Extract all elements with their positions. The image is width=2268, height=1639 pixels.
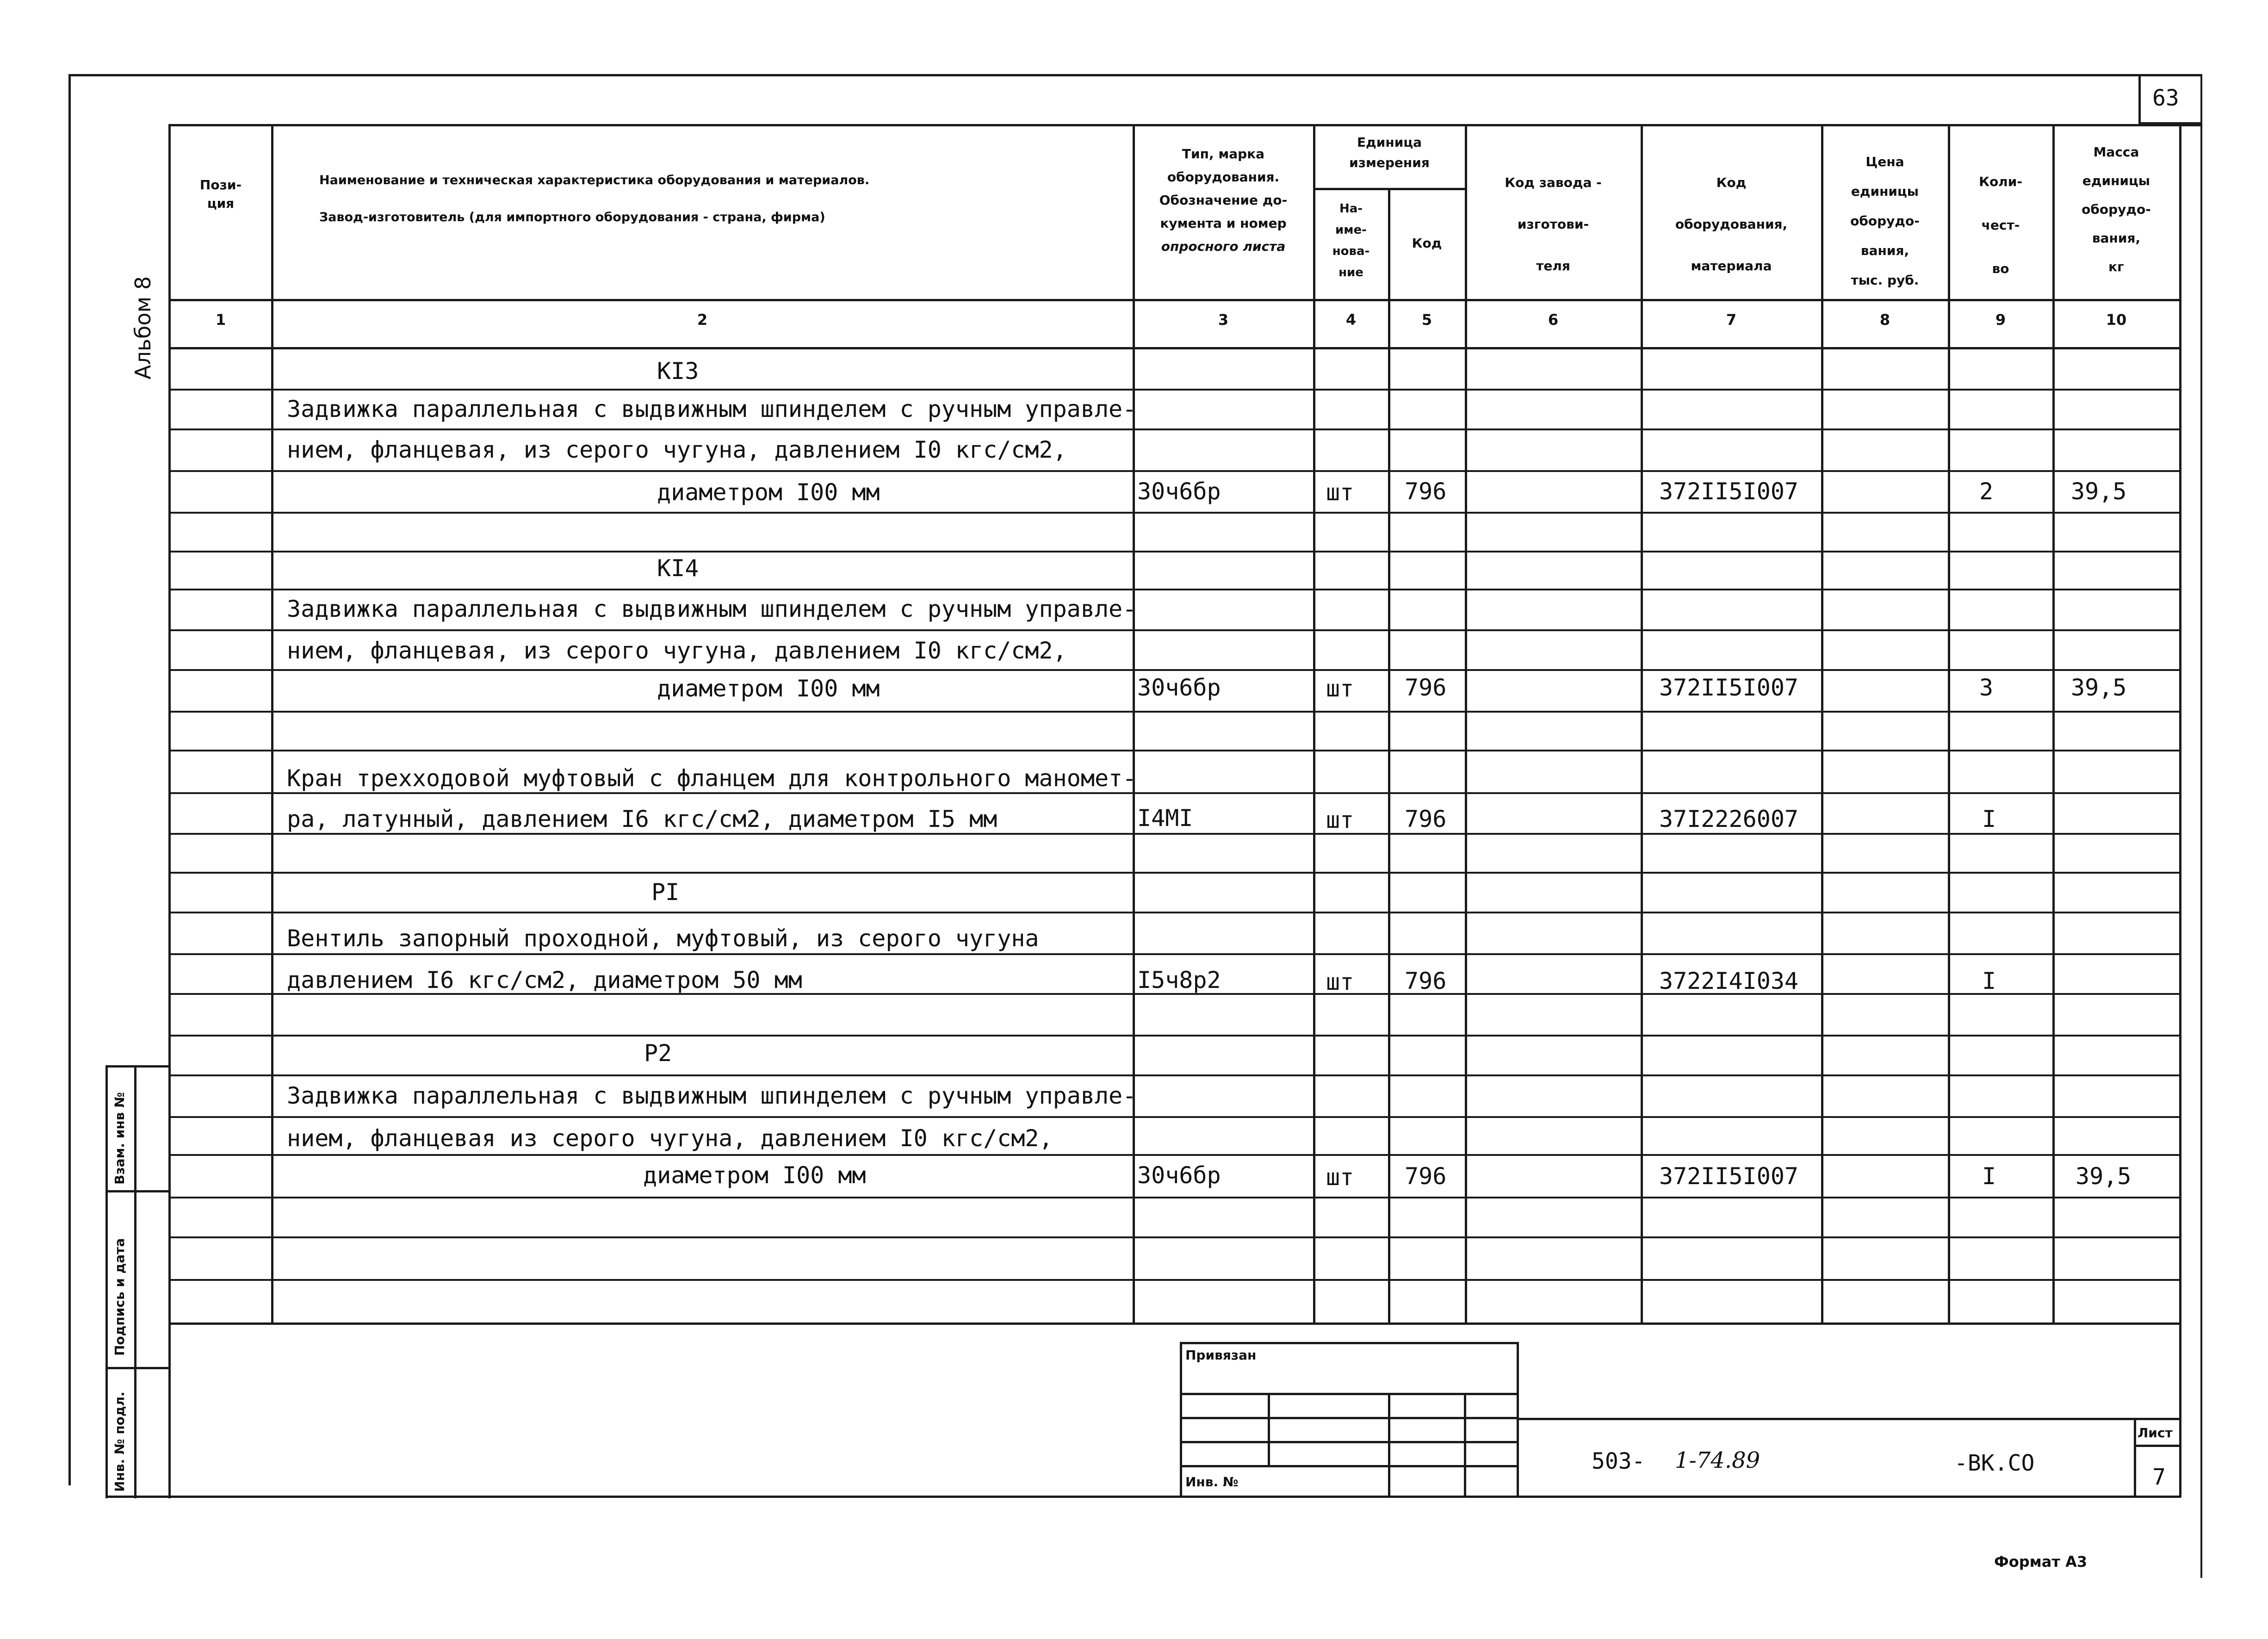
side-stamp-left bbox=[105, 1065, 108, 1498]
item3-unit: шт bbox=[1326, 807, 1354, 833]
row-separator bbox=[168, 912, 2181, 913]
side-stamp-div2 bbox=[105, 1367, 170, 1369]
item1-code: 372II5I007 bbox=[1659, 478, 1799, 505]
sheet-box-left bbox=[2134, 1418, 2136, 1497]
frame-right-line bbox=[2200, 74, 2202, 1578]
item2-name-line3: диаметром I00 мм bbox=[657, 675, 880, 702]
title-block-bottom bbox=[168, 1496, 2181, 1498]
row-separator bbox=[168, 872, 2181, 874]
header-col9: Коли- чест- во bbox=[1979, 174, 2022, 276]
item1-unit: шт bbox=[1326, 479, 1354, 506]
side-stamp-mid bbox=[134, 1065, 136, 1498]
page-number-box-left bbox=[2138, 74, 2141, 125]
page-number: 63 bbox=[2152, 85, 2179, 111]
header-col2: Наименование и техническая характеристика оборудования и материалов. Завод-изготовитель (для импортного оборудования - страна, фирма) bbox=[319, 173, 870, 224]
col-line-8 bbox=[1948, 124, 1950, 1324]
sheet-number: 7 bbox=[2152, 1464, 2166, 1490]
privyazan-line4 bbox=[1180, 1465, 1518, 1467]
item1-mass: 39,5 bbox=[2071, 478, 2127, 505]
privyazan-line3 bbox=[1180, 1441, 1518, 1443]
header-col7: Код оборудования, материала bbox=[1675, 175, 1788, 273]
privyazan-label: Привязан bbox=[1185, 1347, 1257, 1363]
item3-name-line1: Кран трехходовой муфтовый с фланцем для контрольного маномет- bbox=[287, 765, 1137, 792]
section-title-k13: КI3 bbox=[657, 358, 699, 385]
row-separator bbox=[168, 551, 2181, 553]
side-stamp-top bbox=[105, 1065, 170, 1068]
section-title-p2: Р2 bbox=[644, 1040, 672, 1067]
colnum-1: 1 bbox=[215, 311, 226, 329]
section-title-p1: РI bbox=[651, 879, 680, 906]
row-separator bbox=[168, 428, 2181, 430]
header-col3: Тип, марка оборудования. Обозначение до- кумента и номер опросного листа bbox=[1159, 146, 1288, 254]
side-stamp-podpis: Подпись и дата bbox=[112, 1238, 127, 1356]
item1-name-line1: Задвижка параллельная с выдвижным шпинделем с ручным управле- bbox=[287, 396, 1137, 422]
item2-unit-code: 796 bbox=[1405, 674, 1447, 701]
item2-mass: 39,5 bbox=[2071, 674, 2127, 701]
unit-group-subline bbox=[1313, 188, 1465, 190]
item1-name-line2: нием, фланцевая, из серого чугуна, давлением I0 кгс/см2, bbox=[287, 436, 1067, 463]
item5-code: 372II5I007 bbox=[1659, 1163, 1799, 1190]
item3-code: 37I2226007 bbox=[1659, 806, 1799, 832]
table-top-line bbox=[168, 124, 2202, 126]
row-separator bbox=[168, 669, 2181, 671]
sheet-box-mid bbox=[2134, 1445, 2181, 1447]
privyazan-left bbox=[1180, 1342, 1182, 1497]
item4-name-line2: давлением I6 кгс/см2, диаметром 50 мм bbox=[287, 967, 802, 993]
doc-code-hand: 1-74.89 bbox=[1675, 1447, 1760, 1473]
item5-name-line3: диаметром I00 мм bbox=[643, 1162, 866, 1189]
doc-code-prefix: 503- bbox=[1592, 1448, 1645, 1474]
privyazan-top bbox=[1180, 1342, 1518, 1344]
col-line-7 bbox=[1821, 124, 1823, 1324]
item4-name-line1: Вентиль запорный проходной, муфтовый, из серого чугуна bbox=[287, 925, 1039, 952]
item3-type: I4МI bbox=[1137, 805, 1193, 832]
item5-mass: 39,5 bbox=[2076, 1163, 2132, 1190]
col-line-1 bbox=[271, 124, 273, 1324]
item2-name-line2: нием, фланцевая, из серого чугуна, давлением I0 кгс/см2, bbox=[287, 637, 1067, 664]
colnum-3: 3 bbox=[1218, 311, 1229, 329]
header-col10: Масса единицы оборудо- вания, кг bbox=[2082, 144, 2151, 274]
album-label: Альбом 8 bbox=[130, 276, 155, 379]
row-separator bbox=[168, 1116, 2181, 1118]
row-separator bbox=[168, 1154, 2181, 1156]
privyazan-v2 bbox=[1388, 1393, 1390, 1497]
row-separator bbox=[168, 629, 2181, 631]
col-line-3 bbox=[1313, 124, 1315, 1324]
doc-code-suffix: -ВК.СО bbox=[1954, 1450, 2035, 1476]
item1-name-line3: диаметром I00 мм bbox=[657, 479, 880, 506]
colnum-7: 7 bbox=[1726, 311, 1737, 329]
item4-code: 3722I4I034 bbox=[1659, 968, 1799, 994]
row-separator bbox=[168, 1197, 2181, 1198]
col-line-2 bbox=[1133, 124, 1135, 1324]
colnum-4: 4 bbox=[1345, 311, 1357, 329]
colnum-10: 10 bbox=[2106, 311, 2127, 329]
item4-unit: шт bbox=[1326, 968, 1354, 995]
row-separator bbox=[168, 470, 2181, 472]
col-line-5 bbox=[1465, 124, 1467, 1324]
item1-unit-code: 796 bbox=[1405, 478, 1447, 505]
col-line-9 bbox=[2052, 124, 2055, 1324]
row-separator bbox=[168, 1279, 2181, 1281]
frame-top-line bbox=[68, 74, 2202, 76]
header-col1: Пози- ция bbox=[199, 177, 242, 211]
colnum-2: 2 bbox=[697, 311, 708, 329]
row-separator bbox=[168, 589, 2181, 590]
header-bottom-line bbox=[168, 299, 2181, 301]
row-separator bbox=[168, 389, 2181, 391]
item5-unit-code: 796 bbox=[1405, 1163, 1447, 1190]
item5-qty: I bbox=[1982, 1163, 1996, 1190]
col-line-6 bbox=[1641, 124, 1643, 1324]
item4-unit-code: 796 bbox=[1405, 968, 1447, 994]
item2-name-line1: Задвижка параллельная с выдвижным шпинделем с ручным управле- bbox=[287, 596, 1137, 622]
privyazan-v1 bbox=[1268, 1393, 1270, 1467]
row-separator bbox=[168, 1236, 2181, 1238]
item2-unit: шт bbox=[1326, 675, 1354, 702]
item1-type: 30ч6бр bbox=[1137, 478, 1221, 505]
side-stamp-div1 bbox=[105, 1190, 170, 1192]
privyazan-line2 bbox=[1180, 1417, 1518, 1419]
stamp-inv-no-label: Инв. № bbox=[1185, 1474, 1239, 1490]
sheet-label: Лист bbox=[2138, 1425, 2173, 1440]
side-stamp-bottom bbox=[105, 1496, 170, 1498]
item5-unit: шт bbox=[1326, 1164, 1354, 1191]
privyazan-v3 bbox=[1464, 1393, 1466, 1497]
header-unit-group: Единица измерения bbox=[1349, 135, 1430, 170]
section-title-k14: КI4 bbox=[657, 555, 699, 582]
row-separator bbox=[168, 711, 2181, 713]
colnum-8: 8 bbox=[1879, 311, 1890, 329]
privyazan-line1 bbox=[1180, 1393, 1518, 1395]
header-col5: Код bbox=[1412, 236, 1442, 251]
doccode-top bbox=[1517, 1418, 2181, 1420]
item4-type: I5ч8р2 bbox=[1137, 967, 1221, 993]
table-bottom-line bbox=[168, 1322, 2181, 1325]
row-separator bbox=[168, 1074, 2181, 1076]
side-stamp-inv: Инв. № подл. bbox=[112, 1391, 127, 1492]
colnum-bottom-line bbox=[168, 347, 2181, 349]
col-line-10 bbox=[2179, 124, 2181, 1324]
frame-left-line bbox=[68, 74, 71, 1485]
item2-type: 30ч6бр bbox=[1137, 674, 1221, 701]
item5-name-line1: Задвижка параллельная с выдвижным шпинделем с ручным управле- bbox=[287, 1082, 1137, 1109]
header-col8: Цена единицы оборудо- вания, тыс. руб. bbox=[1850, 154, 1920, 288]
side-stamp-vzam: Взам. инв № bbox=[112, 1092, 127, 1185]
title-block-right bbox=[2179, 1322, 2181, 1497]
row-separator bbox=[168, 512, 2181, 514]
item3-qty: I bbox=[1982, 806, 1996, 832]
format-label: Формат А3 bbox=[1994, 1553, 2088, 1571]
colnum-9: 9 bbox=[1995, 311, 2006, 329]
item2-code: 372II5I007 bbox=[1659, 674, 1799, 701]
header-col4: На- име- нова- ние bbox=[1332, 202, 1370, 279]
item3-name-line2: ра, латунный, давлением I6 кгс/см2, диаметром I5 мм bbox=[287, 806, 998, 832]
item3-unit-code: 796 bbox=[1405, 806, 1447, 832]
header-col6: Код завода - изготови- теля bbox=[1505, 175, 1602, 273]
item1-qty: 2 bbox=[1979, 478, 1994, 505]
item5-type: 30ч6бр bbox=[1137, 1162, 1221, 1189]
item5-name-line2: нием, фланцевая из серого чугуна, давлением I0 кгс/см2, bbox=[287, 1125, 1053, 1152]
row-separator bbox=[168, 750, 2181, 751]
colnum-6: 6 bbox=[1548, 311, 1559, 329]
item2-qty: 3 bbox=[1979, 674, 1994, 701]
table-left-line bbox=[168, 124, 171, 1498]
colnum-5: 5 bbox=[1421, 311, 1432, 329]
row-separator bbox=[168, 1035, 2181, 1037]
row-separator bbox=[168, 953, 2181, 955]
item4-qty: I bbox=[1982, 968, 1996, 994]
